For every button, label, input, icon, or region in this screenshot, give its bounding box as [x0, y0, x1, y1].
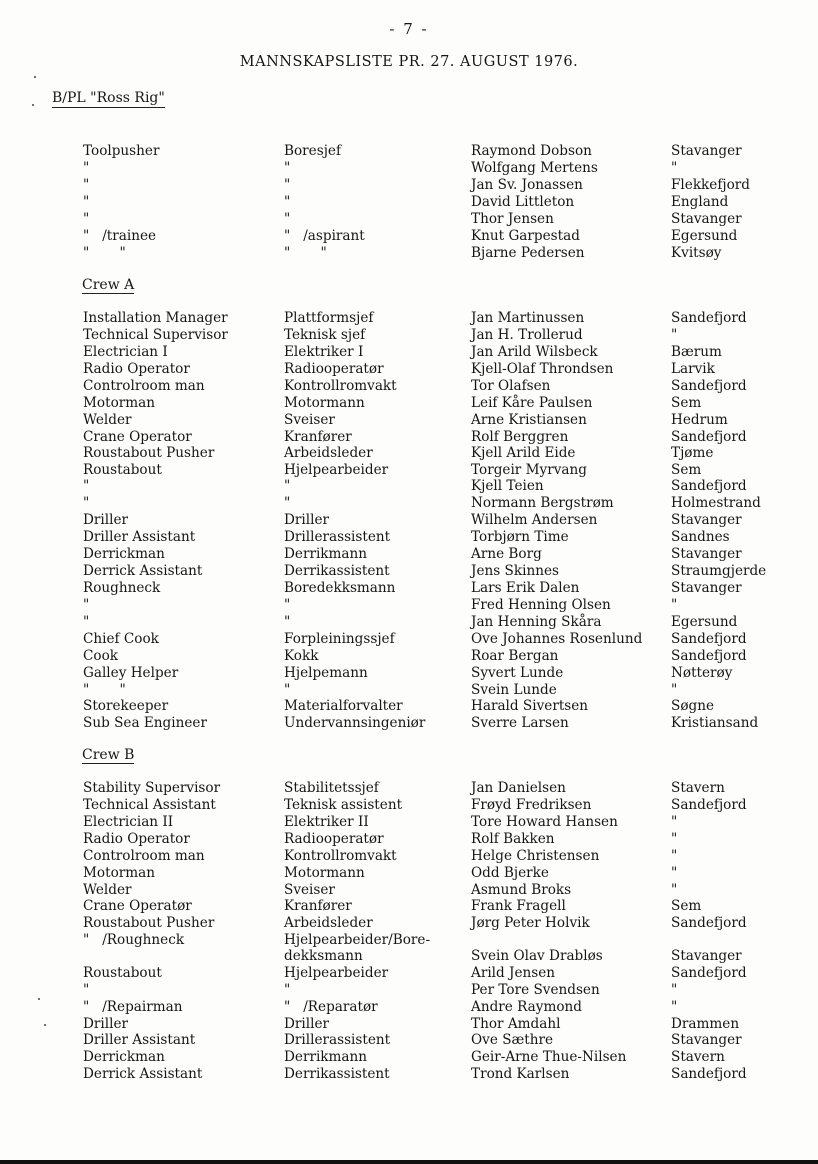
- norwegian-title: ": [284, 495, 291, 511]
- english-title: Crane Operator: [83, 429, 192, 445]
- norwegian-title: Arbeidsleder: [284, 915, 373, 931]
- norwegian-title: Radiooperatør: [284, 361, 384, 377]
- person-name: Jan Martinussen: [471, 310, 585, 326]
- hometown: Sandefjord: [671, 429, 747, 445]
- section-heading: Crew A: [82, 277, 135, 293]
- english-title: Stability Supervisor: [83, 780, 221, 796]
- person-name: Torgeir Myrvang: [471, 462, 587, 478]
- hometown: ": [671, 814, 678, 830]
- person-name: Jan Danielsen: [471, 780, 566, 796]
- norwegian-title: Motormann: [284, 395, 365, 411]
- hometown: Sandefjord: [671, 965, 747, 981]
- roster-row: [0, 1016, 818, 1033]
- hometown: Stavanger: [671, 948, 742, 964]
- hometown: Egersund: [671, 614, 738, 630]
- norwegian-title: Motormann: [284, 865, 365, 881]
- norwegian-title: Forpleiningssjef: [284, 631, 395, 647]
- norwegian-title: " ": [284, 245, 327, 261]
- hometown: ": [671, 999, 678, 1015]
- hometown: Straumgjerde: [671, 563, 767, 579]
- person-name: Syvert Lunde: [471, 665, 564, 681]
- scan-speck: [32, 104, 34, 106]
- roster-row: [0, 865, 818, 882]
- english-title: Derrickman: [83, 1049, 165, 1065]
- english-title: Welder: [83, 882, 132, 898]
- document-title: MANNSKAPSLISTE PR. 27. AUGUST 1976.: [239, 54, 579, 70]
- english-title: Roustabout: [83, 965, 162, 981]
- norwegian-title: Kranfører: [284, 898, 352, 914]
- hometown: Sandefjord: [671, 478, 747, 494]
- norwegian-title: Undervannsingeniør: [284, 715, 426, 731]
- english-title: Electrician II: [83, 814, 174, 830]
- english-title: Radio Operator: [83, 361, 190, 377]
- hometown: Stavanger: [671, 143, 742, 159]
- roster-row: [0, 665, 818, 682]
- person-name: Tor Olafsen: [471, 378, 551, 394]
- english-title: ": [83, 982, 90, 998]
- roster-row: [0, 228, 818, 245]
- person-name: Wilhelm Andersen: [471, 512, 598, 528]
- person-name: Per Tore Svendsen: [471, 982, 600, 998]
- english-title: Driller Assistant: [83, 1032, 196, 1048]
- roster-row: [0, 698, 818, 715]
- roster-row: [0, 361, 818, 378]
- norwegian-title: Sveiser: [284, 882, 335, 898]
- hometown: Sandefjord: [671, 378, 747, 394]
- person-name: Normann Bergstrøm: [471, 495, 614, 511]
- hometown: Søgne: [671, 698, 714, 714]
- person-name: Rolf Berggren: [471, 429, 569, 445]
- hometown: ": [671, 865, 678, 881]
- roster-row: [0, 999, 818, 1016]
- person-name: Ove Sæthre: [471, 1032, 554, 1048]
- norwegian-title: Driller: [284, 512, 329, 528]
- vessel-name: B/PL "Ross Rig": [52, 90, 165, 106]
- roster-row: [0, 245, 818, 262]
- person-name: Frank Fragell: [471, 898, 566, 914]
- hometown: ": [671, 882, 678, 898]
- roster-row: [0, 327, 818, 344]
- norwegian-title: Drillerassistent: [284, 529, 391, 545]
- english-title: Driller Assistant: [83, 529, 196, 545]
- hometown: Sem: [671, 462, 702, 478]
- norwegian-title: Kontrollromvakt: [284, 378, 397, 394]
- person-name: Arild Jensen: [471, 965, 556, 981]
- person-name: Jan Sv. Jonassen: [471, 177, 583, 193]
- norwegian-title: Kranfører: [284, 429, 352, 445]
- person-name: Roar Bergan: [471, 648, 559, 664]
- english-title: Galley Helper: [83, 665, 179, 681]
- roster-row: [0, 848, 818, 865]
- norwegian-title: Driller: [284, 1016, 329, 1032]
- english-title: Derrick Assistant: [83, 1066, 203, 1082]
- roster-row: [0, 898, 818, 915]
- person-name: Asmund Broks: [471, 882, 572, 898]
- roster-row: [0, 143, 818, 160]
- norwegian-title: ": [284, 682, 291, 698]
- scan-speck: [34, 76, 36, 78]
- hometown: Holmestrand: [671, 495, 761, 511]
- roster-row: [0, 412, 818, 429]
- english-title: ": [83, 478, 90, 494]
- roster-row: [0, 780, 818, 797]
- hometown: ": [671, 831, 678, 847]
- roster-row: [0, 597, 818, 614]
- roster-row: [0, 1032, 818, 1049]
- english-title: Electrician I: [83, 344, 168, 360]
- roster-row: [0, 395, 818, 412]
- norwegian-title: Hjelpearbeider: [284, 462, 389, 478]
- norwegian-title: Radiooperatør: [284, 831, 384, 847]
- roster-row: [0, 648, 818, 665]
- english-title: ": [83, 177, 90, 193]
- hometown: Sandefjord: [671, 1066, 747, 1082]
- norwegian-title: Teknisk assistent: [284, 797, 403, 813]
- roster-row: [0, 177, 818, 194]
- hometown: Flekkefjord: [671, 177, 750, 193]
- person-name: Svein Lunde: [471, 682, 557, 698]
- english-title: ": [83, 211, 90, 227]
- english-title: Crane Operatør: [83, 898, 192, 914]
- english-title: " ": [83, 682, 126, 698]
- english-title: Controlroom man: [83, 848, 205, 864]
- hometown: Egersund: [671, 228, 738, 244]
- roster-row: [0, 478, 818, 495]
- roster-row: [0, 1066, 818, 1083]
- roster-row: [0, 814, 818, 831]
- hometown: England: [671, 194, 729, 210]
- person-name: Wolfgang Mertens: [471, 160, 598, 176]
- hometown: Larvik: [671, 361, 715, 377]
- hometown: ": [671, 848, 678, 864]
- english-title: Driller: [83, 512, 128, 528]
- roster-row: [0, 429, 818, 446]
- roster-row: [0, 563, 818, 580]
- norwegian-title: Drillerassistent: [284, 1032, 391, 1048]
- english-title: " /Roughneck: [83, 932, 185, 948]
- roster-row: [0, 194, 818, 211]
- person-name: Odd Bjerke: [471, 865, 549, 881]
- hometown: Kvitsøy: [671, 245, 722, 261]
- roster-row: [0, 797, 818, 814]
- norwegian-title: Boredekksmann: [284, 580, 396, 596]
- norwegian-title: Derrikmann: [284, 1049, 368, 1065]
- english-title: ": [83, 194, 90, 210]
- norwegian-title: ": [284, 614, 291, 630]
- person-name: Jan H. Trollerud: [471, 327, 583, 343]
- english-title: Installation Manager: [83, 310, 228, 326]
- english-title: Derrick Assistant: [83, 563, 203, 579]
- roster-row: [0, 682, 818, 699]
- hometown: ": [671, 327, 678, 343]
- norwegian-title: Hjelpearbeider: [284, 965, 389, 981]
- hometown: ": [671, 160, 678, 176]
- hometown: Tjøme: [671, 445, 714, 461]
- roster-row: [0, 546, 818, 563]
- roster-row: [0, 948, 818, 965]
- norwegian-title: Elektriker I: [284, 344, 364, 360]
- person-name: Ove Johannes Rosenlund: [471, 631, 643, 647]
- norwegian-title: Materialforvalter: [284, 698, 403, 714]
- hometown: Stavern: [671, 780, 725, 796]
- roster-row: [0, 580, 818, 597]
- hometown: Stavanger: [671, 211, 742, 227]
- english-title: Welder: [83, 412, 132, 428]
- english-title: Radio Operator: [83, 831, 190, 847]
- person-name: Svein Olav Drabløs: [471, 948, 603, 964]
- roster-row: [0, 715, 818, 732]
- person-name: David Littleton: [471, 194, 575, 210]
- roster-row: [0, 344, 818, 361]
- person-name: Fred Henning Olsen: [471, 597, 611, 613]
- person-name: Rolf Bakken: [471, 831, 555, 847]
- person-name: Kjell Arild Eide: [471, 445, 576, 461]
- person-name: Bjarne Pedersen: [471, 245, 585, 261]
- hometown: Sandefjord: [671, 310, 747, 326]
- english-title: Sub Sea Engineer: [83, 715, 207, 731]
- person-name: Tore Howard Hansen: [471, 814, 618, 830]
- norwegian-title: Teknisk sjef: [284, 327, 366, 343]
- person-name: Jørg Peter Holvik: [471, 915, 590, 931]
- hometown: Drammen: [671, 1016, 740, 1032]
- person-name: Arne Kristiansen: [471, 412, 587, 428]
- english-title: Roughneck: [83, 580, 161, 596]
- hometown: Sandnes: [671, 529, 730, 545]
- person-name: Kjell-Olaf Throndsen: [471, 361, 614, 377]
- english-title: Technical Assistant: [83, 797, 216, 813]
- roster-row: [0, 310, 818, 327]
- hometown: Bærum: [671, 344, 722, 360]
- hometown: Hedrum: [671, 412, 728, 428]
- english-title: ": [83, 495, 90, 511]
- norwegian-title: ": [284, 597, 291, 613]
- norwegian-title: Hjelpemann: [284, 665, 368, 681]
- hometown: ": [671, 982, 678, 998]
- person-name: Trond Karlsen: [471, 1066, 570, 1082]
- roster-row: [0, 982, 818, 999]
- person-name: Geir-Arne Thue-Nilsen: [471, 1049, 627, 1065]
- roster-row: [0, 614, 818, 631]
- roster-row: [0, 882, 818, 899]
- norwegian-title: " /Reparatør: [284, 999, 378, 1015]
- hometown: Sem: [671, 898, 702, 914]
- norwegian-title: Sveiser: [284, 412, 335, 428]
- english-title: ": [83, 160, 90, 176]
- person-name: Thor Amdahl: [471, 1016, 561, 1032]
- person-name: Arne Borg: [471, 546, 542, 562]
- roster-row: [0, 932, 818, 949]
- hometown: Stavanger: [671, 546, 742, 562]
- person-name: Sverre Larsen: [471, 715, 569, 731]
- person-name: Leif Kåre Paulsen: [471, 395, 593, 411]
- hometown: Stavanger: [671, 580, 742, 596]
- person-name: Raymond Dobson: [471, 143, 592, 159]
- english-title: " /trainee: [83, 228, 157, 244]
- scan-speck: [44, 1024, 46, 1026]
- roster-row: [0, 495, 818, 512]
- person-name: Torbjørn Time: [471, 529, 569, 545]
- norwegian-title: Boresjef: [284, 143, 341, 159]
- hometown: Kristiansand: [671, 715, 759, 731]
- roster-row: [0, 1049, 818, 1066]
- roster-row: [0, 160, 818, 177]
- person-name: Knut Garpestad: [471, 228, 580, 244]
- hometown: ": [671, 597, 678, 613]
- english-title: Storekeeper: [83, 698, 169, 714]
- hometown: Sandefjord: [671, 631, 747, 647]
- english-title: Roustabout Pusher: [83, 915, 215, 931]
- scan-edge: [0, 1160, 818, 1164]
- norwegian-title: Kontrollromvakt: [284, 848, 397, 864]
- english-title: Driller: [83, 1016, 128, 1032]
- norwegian-title: ": [284, 194, 291, 210]
- person-name: Harald Sivertsen: [471, 698, 589, 714]
- norwegian-title: Derrikmann: [284, 546, 368, 562]
- hometown: Stavanger: [671, 512, 742, 528]
- english-title: " /Repairman: [83, 999, 183, 1015]
- person-name: Jens Skinnes: [471, 563, 559, 579]
- norwegian-title: Derrikassistent: [284, 563, 390, 579]
- roster-row: [0, 445, 818, 462]
- norwegian-title: ": [284, 478, 291, 494]
- norwegian-title: Arbeidsleder: [284, 445, 373, 461]
- english-title: ": [83, 614, 90, 630]
- norwegian-title: Stabilitetssjef: [284, 780, 379, 796]
- hometown: Stavanger: [671, 1032, 742, 1048]
- person-name: Helge Christensen: [471, 848, 600, 864]
- roster-row: [0, 631, 818, 648]
- norwegian-title: Derrikassistent: [284, 1066, 390, 1082]
- scan-speck: [38, 998, 40, 1000]
- english-title: Motorman: [83, 395, 155, 411]
- hometown: Stavern: [671, 1049, 725, 1065]
- person-name: Frøyd Fredriksen: [471, 797, 592, 813]
- norwegian-title: ": [284, 177, 291, 193]
- person-name: Jan Henning Skåra: [471, 614, 602, 630]
- norwegian-title: dekksmann: [284, 948, 363, 964]
- roster-row: [0, 965, 818, 982]
- english-title: Roustabout: [83, 462, 162, 478]
- hometown: Nøtterøy: [671, 665, 733, 681]
- person-name: Lars Erik Dalen: [471, 580, 580, 596]
- roster-row: [0, 378, 818, 395]
- english-title: Motorman: [83, 865, 155, 881]
- hometown: Sandefjord: [671, 915, 747, 931]
- norwegian-title: Elektriker II: [284, 814, 369, 830]
- hometown: Sem: [671, 395, 702, 411]
- norwegian-title: ": [284, 211, 291, 227]
- english-title: Chief Cook: [83, 631, 159, 647]
- section-heading: Crew B: [82, 747, 135, 763]
- english-title: Roustabout Pusher: [83, 445, 215, 461]
- hometown: Sandefjord: [671, 797, 747, 813]
- person-name: Andre Raymond: [471, 999, 583, 1015]
- english-title: Derrickman: [83, 546, 165, 562]
- english-title: " ": [83, 245, 126, 261]
- person-name: Kjell Teien: [471, 478, 544, 494]
- page-number: - 7 -: [389, 20, 429, 38]
- norwegian-title: Kokk: [284, 648, 319, 664]
- english-title: Toolpusher: [83, 143, 160, 159]
- english-title: Technical Supervisor: [83, 327, 228, 343]
- person-name: Thor Jensen: [471, 211, 554, 227]
- roster-row: [0, 512, 818, 529]
- english-title: Controlroom man: [83, 378, 205, 394]
- norwegian-title: Hjelpearbeider/Bore-: [284, 932, 431, 948]
- roster-row: [0, 831, 818, 848]
- norwegian-title: ": [284, 160, 291, 176]
- roster-row: [0, 211, 818, 228]
- roster-row: [0, 915, 818, 932]
- norwegian-title: " /aspirant: [284, 228, 365, 244]
- norwegian-title: Plattformsjef: [284, 310, 374, 326]
- hometown: Sandefjord: [671, 648, 747, 664]
- english-title: ": [83, 597, 90, 613]
- english-title: Cook: [83, 648, 119, 664]
- roster-row: [0, 529, 818, 546]
- hometown: ": [671, 682, 678, 698]
- person-name: Jan Arild Wilsbeck: [471, 344, 598, 360]
- norwegian-title: ": [284, 982, 291, 998]
- roster-row: [0, 462, 818, 479]
